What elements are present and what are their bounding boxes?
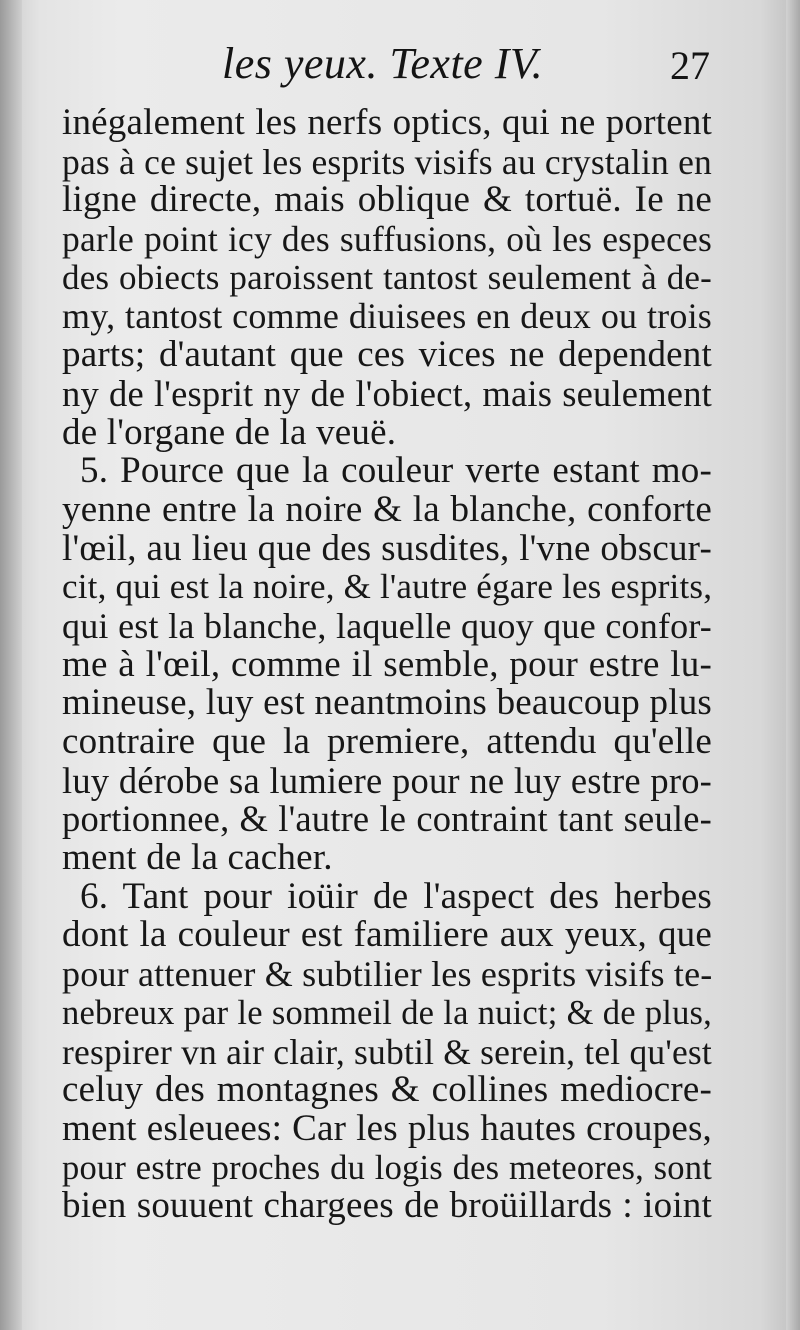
text-line: pas à ce sujet les esprits visifs au crystalin en — [62, 141, 712, 182]
text-line: yenne entre la noire & la blanche, conforte — [62, 488, 712, 530]
text-line: ment de la cacher. — [62, 837, 333, 879]
running-title: les yeux. Texte IV. — [222, 39, 544, 88]
text-line: de l'organe de la veuë. — [62, 411, 397, 453]
text-line: inégalement les nerfs optics, qui ne portent — [62, 102, 712, 143]
paragraph-6-start: 6. Tant pour ioüir de l'aspect des herbes — [80, 875, 712, 917]
text-line: dont la couleur est familiere aux yeux, que — [62, 914, 712, 956]
text-line: qui est la blanche, laquelle quoy que confor- — [62, 605, 712, 646]
text-line: des obiects paroissent tantost seulement à de- — [62, 257, 712, 297]
paragraph-5-start: 5. Pource que la couleur verte estant mo- — [80, 450, 712, 492]
text-line: ny de l'esprit ny de l'obiect, mais seulement — [62, 372, 712, 414]
text-line: pour estre proches du logis des meteores, sont — [62, 1148, 712, 1187]
text-line: respirer vn air clair, subtil & serein, tel qu'est — [62, 1031, 712, 1072]
text-line: celuy des montagnes & collines mediocre- — [62, 1069, 712, 1111]
page-number: 27 — [670, 43, 710, 88]
text-line: my, tantost comme diuisees en deux ou trois — [62, 296, 712, 337]
text-line: pour attenuer & subtilier les esprits visifs te- — [62, 954, 713, 995]
text-line: luy dérobe sa lumiere pour ne luy estre pro- — [62, 759, 712, 801]
text-line: mineuse, luy est neantmoins beaucoup plus — [62, 682, 712, 724]
page-gutter-shadow — [0, 0, 22, 1330]
text-line: nebreux par le sommeil de la nuict; & de plus, — [62, 993, 712, 1032]
text-line: bien souuent chargees de broüillards : ioint — [62, 1185, 712, 1227]
body-text — [62, 104, 712, 1226]
text-line: portionnee, & l'autre le contraint tant seule- — [62, 798, 712, 840]
text-line: ligne directe, mais oblique & tortuë. Ie ne — [62, 179, 712, 221]
text-line: contraire que la premiere, attendu qu'elle — [62, 721, 712, 762]
page-edge-shadow — [786, 0, 800, 1330]
text-line: l'œil, au lieu que des susdites, l'vne obscur- — [62, 527, 712, 569]
text-line: ment esleuees: Car les plus hautes croupes, — [62, 1107, 712, 1149]
page-header — [60, 38, 720, 98]
text-line: parts; d'autant que ces vices ne dependent — [62, 334, 712, 376]
text-line: cit, qui est la noire, & l'autre égare les esprits, — [62, 567, 713, 607]
text-line: me à l'œil, comme il semble, pour estre lu- — [62, 643, 712, 685]
text-line: parle point icy des suffusions, où les especes — [62, 219, 712, 260]
